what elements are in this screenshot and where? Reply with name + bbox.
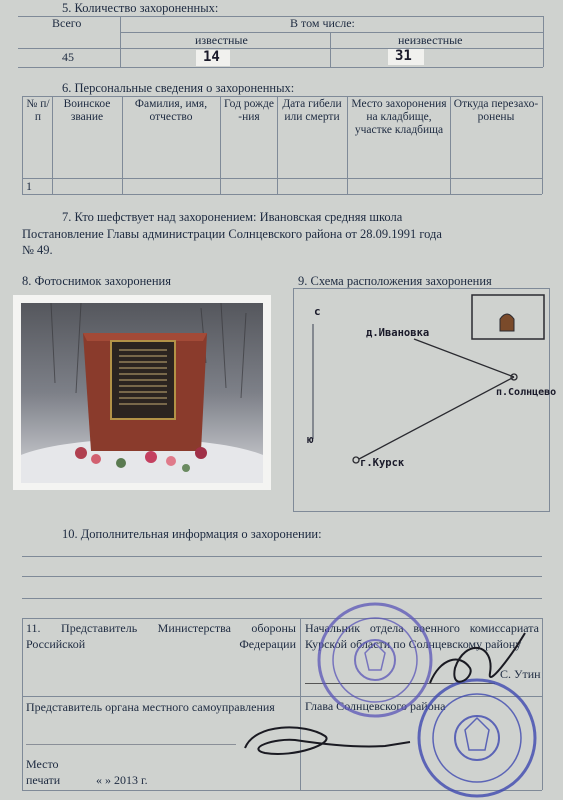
- military-commissar-title: Начальник отдела военного комиссариата Курской области по Солнцевскому району: [305, 621, 539, 651]
- unknown-value: 31: [395, 48, 412, 64]
- administration-seal: [419, 680, 535, 796]
- scheme-label-ivanovka: д.Ивановка: [366, 327, 430, 339]
- seal-label: печати: [26, 773, 61, 787]
- known-value: 14: [203, 49, 220, 65]
- district-head-signature: [245, 727, 410, 754]
- section6-title: 6. Персональные сведения о захороненных:: [62, 81, 295, 95]
- scheme-south-label: ю: [307, 433, 314, 446]
- memorial-photo: [21, 303, 263, 483]
- known-header: известные: [195, 33, 248, 47]
- section10-title: 10. Дополнительная информация о захоронении:: [62, 527, 322, 541]
- military-commissariat-seal: [319, 604, 431, 716]
- header-reburied-from: Откуда перезахо-ронены: [453, 98, 539, 124]
- scheme-drawing: [294, 289, 549, 511]
- total-header: Всего: [52, 16, 82, 30]
- memorial-image: [21, 303, 263, 483]
- header-rank: Воинское звание: [63, 98, 111, 124]
- place-label: Место: [26, 757, 59, 771]
- patron-line-3: № 49.: [22, 243, 53, 257]
- total-value: 45: [62, 50, 74, 64]
- district-head-title: Глава Солнцевского района: [305, 699, 446, 713]
- unknown-header: неизвестные: [398, 33, 463, 47]
- commissar-signature: [430, 633, 525, 683]
- commissar-name: С. Утин: [500, 667, 541, 681]
- location-scheme: [293, 288, 557, 512]
- header-death-date: Дата гибели или смерти: [282, 98, 342, 124]
- mod-representative-title: 11. Представитель Министерства обороны Российской Федерации: [26, 621, 296, 651]
- header-birth-year: Год рожде-ния: [224, 98, 274, 124]
- local-gov-representative: Представитель органа местного самоуправления: [26, 700, 275, 714]
- photo-frame: [13, 295, 271, 490]
- scheme-label-solntsevo: п.Солнцево: [496, 387, 557, 398]
- including-header: В том числе:: [290, 16, 355, 30]
- header-full-name: Фамилия, имя, отчество: [134, 98, 208, 124]
- section9-title: 9. Схема расположения захоронения: [298, 274, 492, 288]
- scheme-north-label: с: [314, 305, 321, 318]
- date-label: « » 2013 г.: [96, 773, 148, 787]
- patron-line-1: 7. Кто шефствует над захоронением: Ивановская средняя школа: [62, 210, 403, 224]
- section5-title: 5. Количество захороненных:: [62, 1, 219, 15]
- header-number: № п/п: [26, 98, 50, 124]
- scheme-label-kursk: г.Курск: [360, 457, 405, 469]
- header-burial-place: Место захоронения на кладбище, участке кладбища: [351, 98, 447, 137]
- section8-title: 8. Фотоснимок захоронения: [22, 274, 171, 288]
- patron-line-2: Постановление Главы администрации Солнцевского района от 28.09.1991 года: [22, 227, 442, 241]
- row-number: 1: [26, 179, 32, 193]
- stamps-and-signatures: [235, 598, 560, 800]
